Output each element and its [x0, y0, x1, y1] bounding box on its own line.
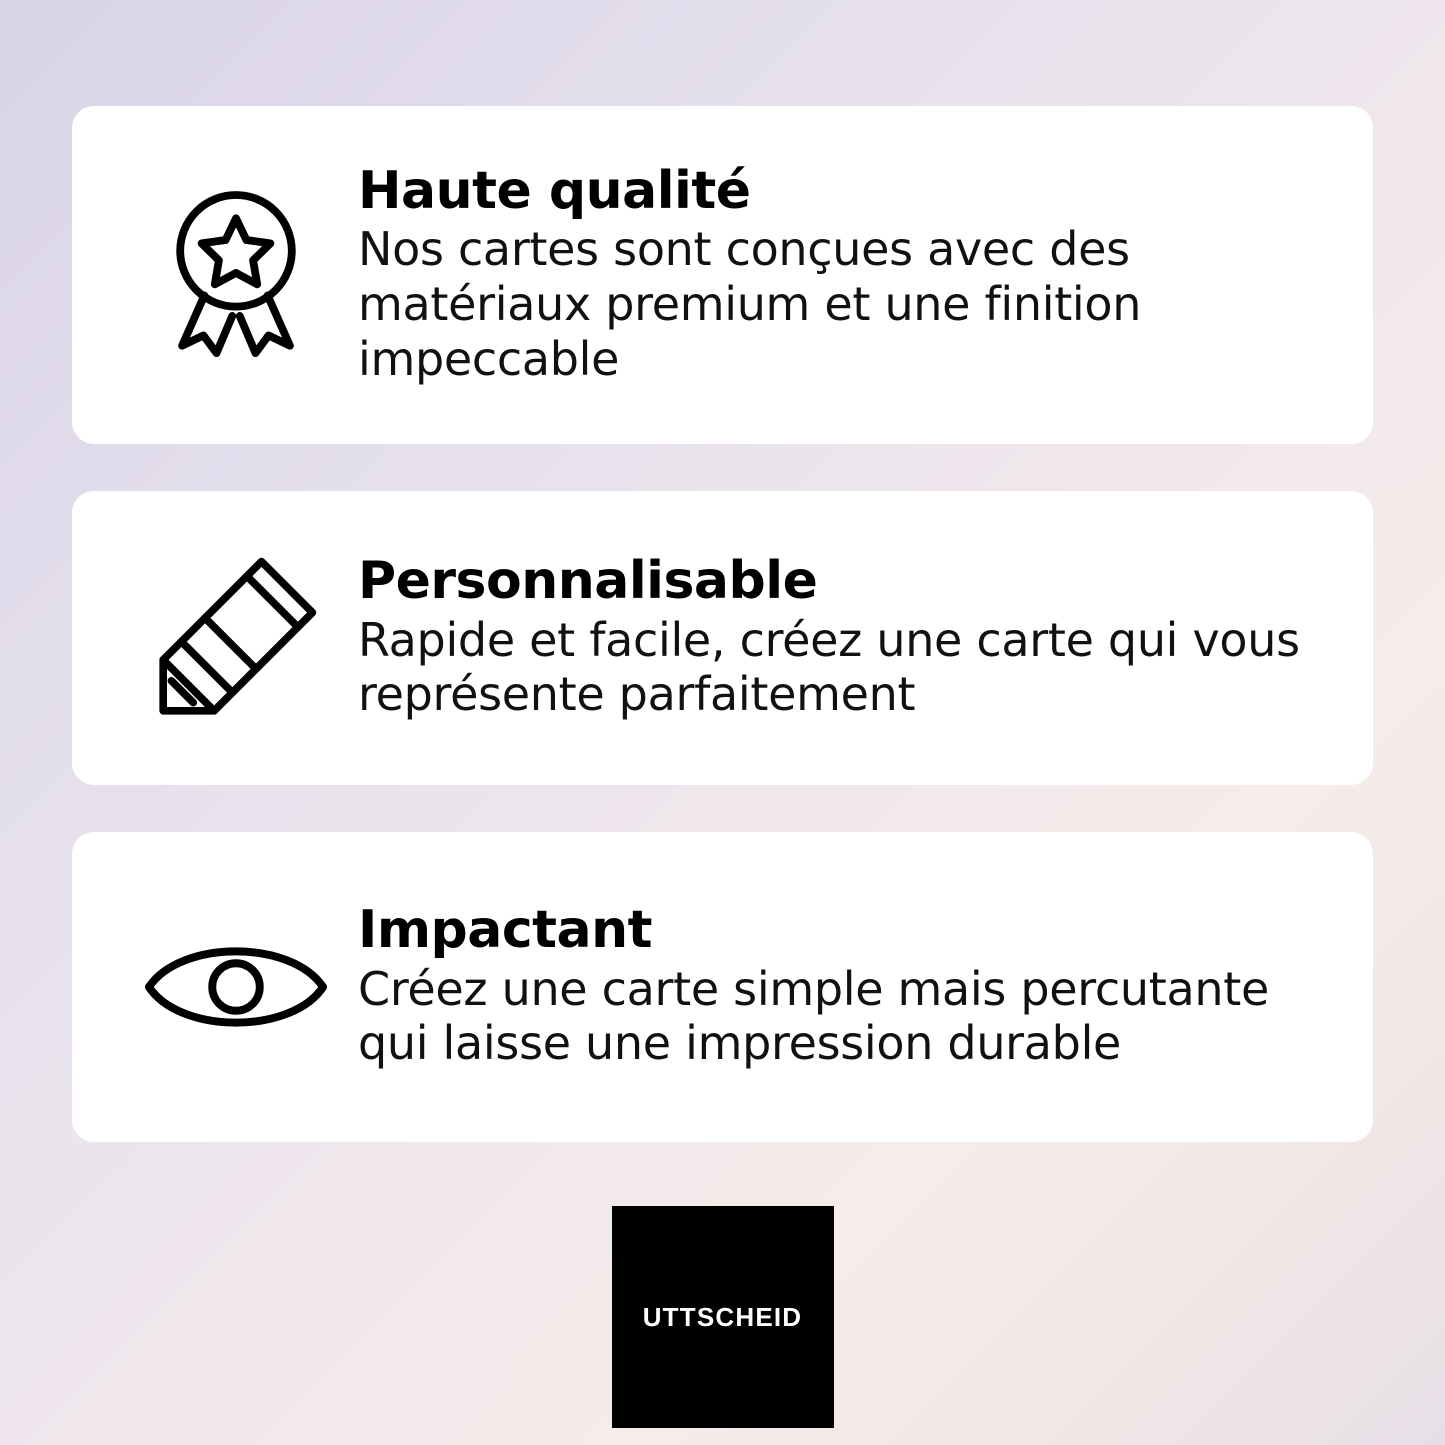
feature-card-haute-qualite: [72, 106, 1373, 444]
feature-card-text: [352, 160, 1333, 387]
feature-card-personnalisable: [72, 491, 1373, 785]
logo-area: [0, 1206, 1445, 1428]
feature-card-description: Nos cartes sont conçues avec des matériaux premium et une finition impeccable: [358, 222, 1142, 386]
feature-card-text: [352, 899, 1333, 1071]
feature-card-title: Personnalisable: [358, 550, 818, 611]
feature-card-title: Haute qualité: [358, 160, 751, 221]
feature-card-description: Rapide et facile, créez une carte qui vous représente parfaitement: [358, 612, 1300, 722]
brand-logo-text: UTTSCHEID: [642, 1301, 803, 1332]
pencil-icon: [120, 547, 352, 729]
award-ribbon-star-icon: [120, 182, 352, 368]
eye-icon: [120, 922, 352, 1052]
feature-card-text: [352, 550, 1333, 722]
feature-card-impactant: [72, 832, 1373, 1142]
feature-card-description: Créez une carte simple mais percutante qui laisse une impression durable: [358, 961, 1269, 1071]
brand-logo: [612, 1206, 834, 1428]
feature-card-title: Impactant: [358, 899, 652, 960]
